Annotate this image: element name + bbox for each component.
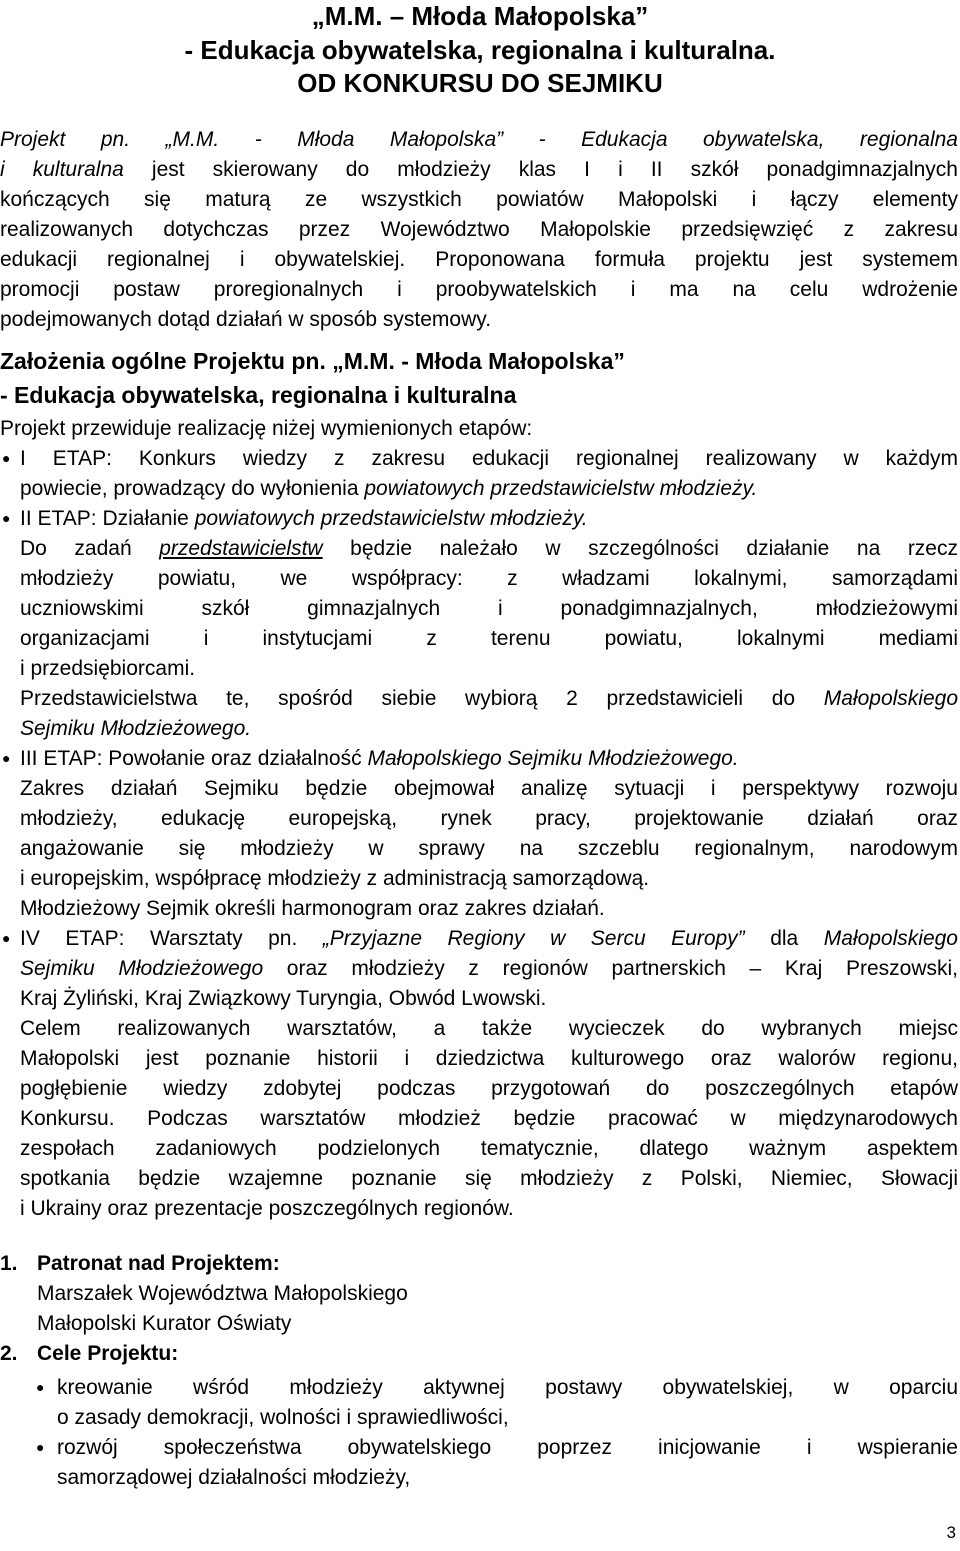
cele-bullet-1-line-1: kreowanie wśród młodzieży aktywnej postawy obywatelskiej, w oparciu bbox=[57, 1376, 958, 1399]
workshops-line-6: spotkania będzie wzajemne poznanie się młodzieży z Polski, Niemiec, Słowacji bbox=[20, 1167, 958, 1190]
patronat-number: 1. bbox=[0, 1252, 18, 1275]
patronat-heading: Patronat nad Projektem: bbox=[37, 1252, 280, 1275]
etap-4-line-3: Kraj Żyliński, Kraj Związkowy Turyngia, Obwód Lwowski. bbox=[20, 987, 547, 1010]
section-heading-line-1: Założenia ogólne Projektu pn. „M.M. - Młoda Małopolska” bbox=[0, 348, 625, 374]
intro-text: jest skierowany do młodzieży klas I i II szkół ponadgimnazjalnych bbox=[123, 158, 958, 181]
document-title-line-2: - Edukacja obywatelska, regionalna i kulturalna. bbox=[184, 35, 776, 65]
etap-4-line-1 bbox=[20, 925, 958, 952]
scope-line-3: angażowanie się młodzieży w sprawy na szczeblu regionalnym, narodowym bbox=[20, 837, 958, 860]
intro-line-3: kończących się maturą ze wszystkich powiatów Małopolski i łączy elementy bbox=[0, 188, 958, 211]
scope-line-1: Zakres działań Sejmiku będzie obejmował analizę sytuacji i perspektywy rozwoju bbox=[20, 777, 958, 800]
duties-text: Do zadań bbox=[20, 537, 160, 560]
representatives-line-2: Sejmiku Młodzieżowego. bbox=[20, 717, 252, 740]
scope-line-2: młodzieży, edukację europejską, rynek pracy, projektowanie działań oraz bbox=[20, 807, 958, 830]
workshops-line-1: Celem realizowanych warsztatów, a także wycieczek do wybranych miejsc bbox=[20, 1017, 958, 1040]
etap-4-line-2 bbox=[20, 955, 958, 982]
etap-4-text-3: oraz młodzieży z regionów partnerskich – Kraj Preszowski, bbox=[263, 957, 958, 980]
representatives-line-1 bbox=[20, 685, 958, 712]
cele-heading: Cele Projektu: bbox=[37, 1342, 179, 1365]
scope-line-5: Młodzieżowy Sejmik określi harmonogram oraz zakres działań. bbox=[20, 897, 605, 920]
etap-4-text-2: dla bbox=[744, 927, 824, 950]
representatives-text: Przedstawicielstwa te, spośród siebie wybiorą 2 przedstawicieli do bbox=[20, 687, 824, 710]
document-title-line-1: „M.M. – Młoda Małopolska” bbox=[311, 1, 649, 31]
section-heading-line-2: - Edukacja obywatelska, regionalna i kulturalna bbox=[0, 382, 517, 408]
workshops-line-7: i Ukrainy oraz prezentacje poszczególnych regionów. bbox=[20, 1197, 514, 1220]
patronat-item-2: Małopolski Kurator Oświaty bbox=[37, 1312, 292, 1335]
duties-italic: przedstawicielstw bbox=[159, 537, 323, 560]
etap-2-line bbox=[20, 505, 588, 532]
workshops-line-3: pogłębienie wiedzy zdobytej podczas przygotowań do poszczególnych etapów bbox=[20, 1077, 958, 1100]
bullet-icon: ● bbox=[36, 1379, 45, 1395]
etap-2-text: II ETAP: Działanie bbox=[20, 507, 195, 530]
cele-bullet-1-line-2: o zasady demokracji, wolności i sprawiedliwości, bbox=[57, 1406, 509, 1429]
etap-2-italic: powiatowych przedstawicielstw młodzieży. bbox=[194, 507, 588, 530]
duties-text-2: będzie należało w szczególności działanie na rzecz bbox=[322, 537, 958, 560]
etap-3-text: III ETAP: Powołanie oraz działalność bbox=[20, 747, 368, 770]
patronat-item-1: Marszałek Województwa Małopolskiego bbox=[37, 1282, 408, 1305]
etap-1-italic: powiatowych przedstawicielstw młodzieży. bbox=[364, 477, 758, 500]
duties-line-4: organizacjami i instytucjami z terenu powiatu, lokalnymi mediami bbox=[20, 627, 958, 650]
workshops-line-5: zespołach zadaniowych podzielonych tematycznie, dlatego ważnym aspektem bbox=[20, 1137, 958, 1160]
etap-4-italic-2: Małopolskiego bbox=[823, 927, 958, 950]
cele-number: 2. bbox=[0, 1342, 18, 1365]
duties-line-5: i przedsiębiorcami. bbox=[20, 657, 196, 680]
etap-1-line-1: I ETAP: Konkurs wiedzy z zakresu edukacji regionalnej realizowany w każdym bbox=[20, 447, 958, 470]
bullet-icon: ● bbox=[2, 450, 11, 466]
workshops-line-2: Małopolski jest poznanie historii i dziedzictwa kulturowego oraz walorów regionu, bbox=[20, 1047, 958, 1070]
intro-italic: i kulturalna bbox=[0, 158, 124, 181]
bullet-icon: ● bbox=[36, 1439, 45, 1455]
duties-line-2: młodzieży powiatu, we współpracy: z władzami lokalnymi, samorządami bbox=[20, 567, 958, 590]
page-number: 3 bbox=[946, 1523, 956, 1542]
etapy-intro: Projekt przewiduje realizację niżej wymienionych etapów: bbox=[0, 417, 533, 440]
etap-4-text: IV ETAP: Warsztaty pn. bbox=[20, 927, 323, 950]
intro-line-4: realizowanych dotychczas przez Województwo Małopolskie przedsięwzięć z zakresu bbox=[0, 218, 958, 241]
intro-line-7: podejmowanych dotąd działań w sposób systemowy. bbox=[0, 308, 492, 331]
duties-line-1 bbox=[20, 535, 958, 562]
intro-project-name: Projekt pn. „M.M. - Młoda Małopolska” - Edukacja obywatelska, regionalna bbox=[0, 128, 958, 151]
etap-4-italic-3: Sejmiku Młodzieżowego bbox=[20, 957, 264, 980]
document-title-line-3: OD KONKURSU DO SEJMIKU bbox=[297, 68, 663, 98]
etap-3-line bbox=[20, 745, 739, 772]
representatives-italic: Małopolskiego bbox=[823, 687, 958, 710]
bullet-icon: ● bbox=[2, 510, 11, 526]
cele-bullet-2-line-1: rozwój społeczeństwa obywatelskiego poprzez inicjowanie i wspieranie bbox=[57, 1436, 958, 1459]
intro-line-5: edukacji regionalnej i obywatelskiej. Proponowana formuła projektu jest systemem bbox=[0, 248, 958, 271]
intro-line-2 bbox=[0, 156, 958, 183]
intro-line-1 bbox=[0, 126, 958, 153]
cele-bullet-2-line-2: samorządowej działalności młodzieży, bbox=[57, 1466, 411, 1489]
workshops-line-4: Konkursu. Podczas warsztatów młodzież będzie pracować w międzynarodowych bbox=[20, 1107, 958, 1130]
etap-4-italic: „Przyjazne Regiony w Sercu Europy” bbox=[322, 927, 745, 950]
etap-1-line-2 bbox=[20, 475, 757, 502]
intro-line-6: promocji postaw proregionalnych i proobywatelskich i ma na celu wdrożenie bbox=[0, 278, 958, 301]
bullet-icon: ● bbox=[2, 750, 11, 766]
etap-1-text: powiecie, prowadzący do wyłonienia bbox=[20, 477, 365, 500]
etap-3-italic: Małopolskiego Sejmiku Młodzieżowego. bbox=[367, 747, 739, 770]
scope-line-4: i europejskim, współpracę młodzieży z administracją samorządową. bbox=[20, 867, 650, 890]
bullet-icon: ● bbox=[2, 930, 11, 946]
duties-line-3: uczniowskimi szkół gimnazjalnych i ponadgimnazjalnych, młodzieżowymi bbox=[20, 597, 958, 620]
